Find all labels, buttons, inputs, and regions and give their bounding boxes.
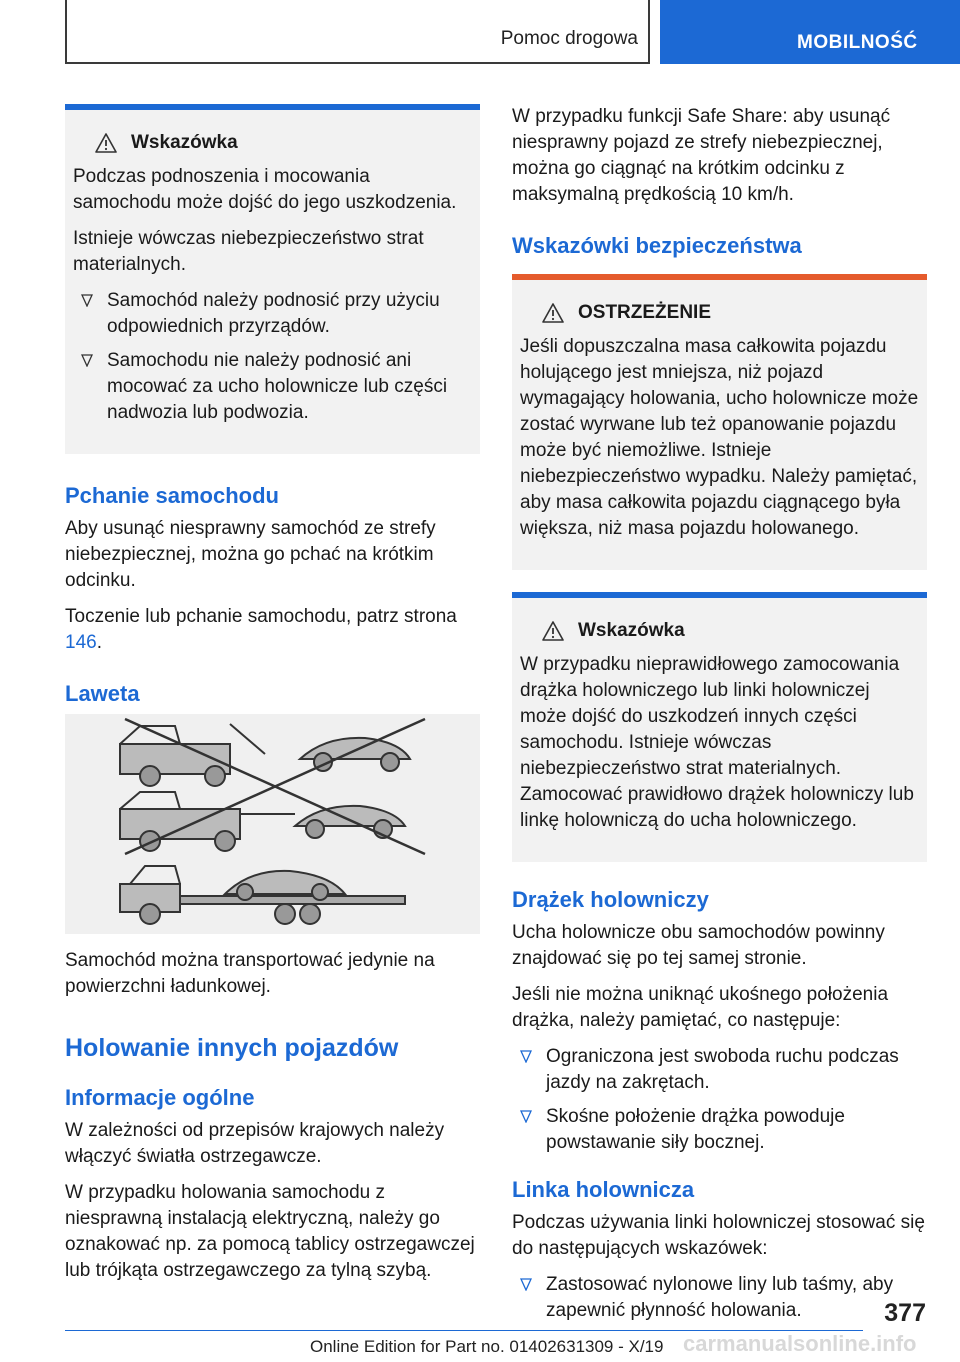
list-item (512, 1104, 927, 1156)
bullet-triangle-icon (520, 1278, 532, 1291)
pushing-paragraph: Aby usunąć niesprawny samochód ze strefy niebezpiecznej, można go pchać na krótkim odcinku. (65, 518, 436, 591)
reference-end: . (96, 632, 102, 653)
note2-title-text: Wskazówka (578, 620, 685, 641)
footer-edition: Online Edition for Part no. 01402631309 - X/19 (310, 1337, 664, 1356)
general-paragraph: W przypadku holowania samochodu z niesprawną instalacją elektryczną, należy go oznakować np. za pomocą tablicy ostrzegawczej lub trójkąta ostrzegawczego za tylną szybą. (65, 1182, 475, 1281)
heading-general-info: Informacje ogólne (65, 1085, 255, 1110)
general-paragraph: W zależności od przepisów krajowych należy włączyć światła ostrzegawcze. (65, 1120, 445, 1167)
tow-truck-illustration (65, 714, 480, 934)
heading-tow-rope: Linka holownicza (512, 1177, 695, 1202)
page-link-146[interactable]: 146 (65, 632, 97, 653)
tow-bar-paragraph: Jeśli nie można uniknąć ukośnego położenia drążka, należy pamiętać, co następuje: (512, 984, 889, 1031)
warning-triangle-icon (542, 621, 564, 641)
tow-truck-diagram (65, 714, 480, 934)
tow-rope-list (512, 1272, 927, 1327)
bullet-triangle-icon (520, 1110, 532, 1123)
note2-text: W przypadku nieprawidłowego zamocowania drążka holowniczego lub linki holowniczej może dojść do uszkodzeń innych części samochodu. Istnieje wówczas niebezpieczeństwo strat materialnych. Zamocować prawidłowo drążek holowniczy lub linkę holowniczą do ucha holowniczego. (520, 654, 914, 831)
pushing-reference (65, 604, 480, 656)
list-item (512, 1044, 927, 1096)
tow-rope-paragraph: Podczas używania linki holowniczej stosować się do następujących wskazówek: (512, 1212, 925, 1259)
list-item-text: Samochód należy podnosić przy użyciu odpowiednich przyrządów. (107, 290, 440, 337)
bullet-triangle-icon (81, 294, 93, 307)
heading-pushing: Pchanie samochodu (65, 483, 279, 508)
warning-title-text: OSTRZEŻENIE (578, 302, 712, 323)
page-number: 377 (884, 1299, 926, 1327)
note-list (73, 288, 472, 426)
list-item (73, 288, 472, 340)
left-column (65, 104, 480, 1294)
note-paragraph: Istnieje wówczas niebezpieczeństwo strat materialnych. (73, 228, 424, 275)
note-title (95, 130, 472, 156)
watermark: carmanualsonline.info (683, 1331, 917, 1356)
heading-tow-bar: Drążek holowniczy (512, 887, 709, 912)
list-item-text: Ograniczona jest swoboda ruchu podczas jazdy na zakrętach. (546, 1046, 899, 1093)
header-section-title: Pomoc drogowa (500, 28, 638, 49)
safe-share-paragraph: W przypadku funkcji Safe Share: aby usunąć niesprawny pojazd ze strefy niebezpiecznej, można go ciągnąć na krótkim odcinku z maksymalną prędkością 10 km/h. (512, 106, 891, 205)
tow-bar-paragraph: Ucha holownicze obu samochodów powinny znajdować się po tej samej stronie. (512, 922, 885, 969)
list-item-text: Skośne położenie drążka powoduje powstawanie siły bocznej. (546, 1106, 845, 1153)
warning-box (512, 274, 927, 570)
header-tab-mobility[interactable]: MOBILNOŚĆ (660, 0, 960, 64)
reference-text: Toczenie lub pchanie samochodu, patrz strona (65, 606, 457, 627)
bullet-triangle-icon (81, 354, 93, 367)
bullet-triangle-icon (520, 1050, 532, 1063)
note-box (65, 104, 480, 454)
warning-title (542, 300, 919, 326)
tow-truck-caption: Samochód można transportować jedynie na powierzchni ładunkowej. (65, 950, 435, 997)
list-item (512, 1272, 927, 1327)
note-title-text: Wskazówka (131, 132, 238, 153)
note-box-2 (512, 592, 927, 862)
tow-bar-list (512, 1044, 927, 1156)
list-item (73, 348, 472, 426)
note2-title (542, 618, 919, 644)
warning-triangle-icon (95, 133, 117, 153)
list-item-text: Zastosować nylonowe liny lub taśmy, aby zapewnić płynność holowania. (546, 1274, 894, 1321)
right-column (512, 104, 927, 1334)
heading-tow-truck: Laweta (65, 681, 140, 706)
warning-triangle-icon (542, 303, 564, 323)
warning-text: Jeśli dopuszczalna masa całkowita pojazdu holującego jest mniejsza, niż pojazd wymagający holowania, ucho holownicze może zostać wyrwane lub też opanowanie pojazdu może być niemożliwe. Istnieje niebezpieczeństwo wypadku. Należy pamiętać, aby masa całkowita pojazdu ciągnącego była większa, niż masa pojazdu holowanego. (520, 336, 919, 539)
list-item-text: Samochodu nie należy podnosić ani mocować za ucho holownicze lub części nadwozia lub podwozia. (107, 350, 448, 423)
note-paragraph: Podczas podnoszenia i mocowania samochodu może dojść do jego uszkodzenia. (73, 166, 457, 213)
heading-safety: Wskazówki bezpieczeństwa (512, 233, 802, 258)
heading-towing-others: Holowanie innych pojazdów (65, 1034, 399, 1062)
